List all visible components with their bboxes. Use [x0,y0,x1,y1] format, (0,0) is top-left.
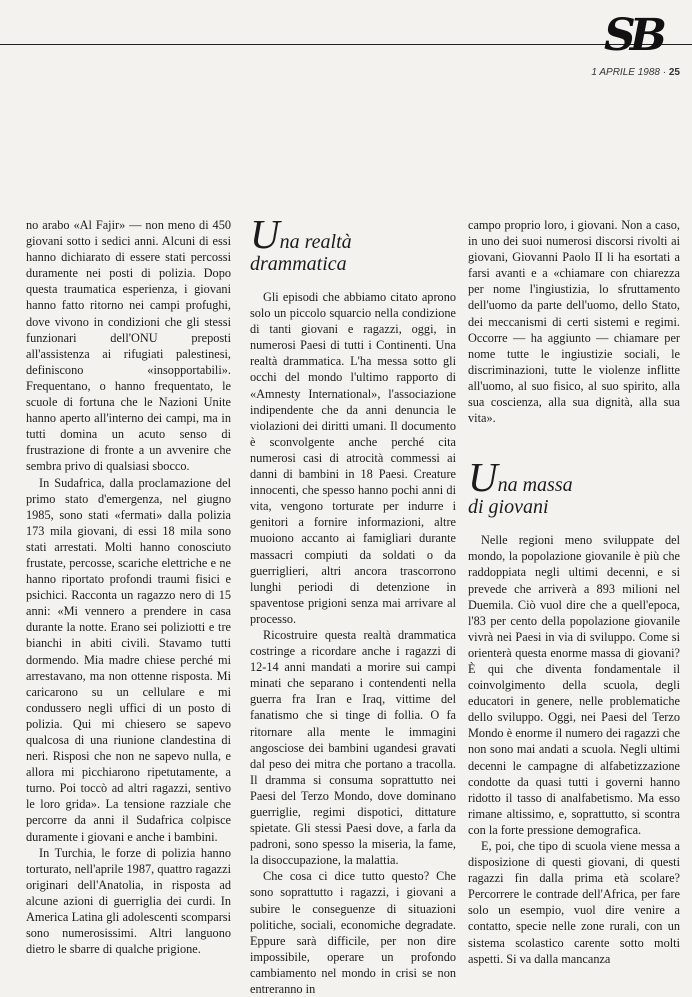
article-column-3 [468,217,680,982]
paragraph: In Turchia, le forze di polizia hanno torturato, nell'aprile 1987, quattro ragazzi originari dell'Anatolia, in risposta ad alcune azioni di guerriglia dei curdi. In America Latina gli adolescenti scomparsi sono numerosissimi. Altri languono dietro le sbarre di qualche prigione. [26,845,231,957]
paragraph: campo proprio loro, i giovani. Non a caso, in uno dei suoi numerosi discorsi rivolti ai giovani, Giovanni Paolo II li ha esortati a farsi avanti e a «chiamare con chiarezza per nome l'ingiustizia, lo sfruttamento dell'uomo da parte dell'uomo, dello Stato, dei meccanismi di certi sistemi e regimi. Occorre — ha aggiunto — chiamare per nome tutte le ingiustizie sociali, le discriminazioni, tutte le violenze inflitte all'uomo, al suo fisico, al suo spirito, alla sua coscienza, alla sua dignità, alla sua vita». [468,218,680,426]
paragraph: Che cosa ci dice tutto questo? Che sono soprattutto i ragazzi, i giovani a subire le conseguenze di situazioni politiche, sociali, economiche degradate. Eppure sarà difficile, per non dire impossibile, operare un profondo cambiamento nel mondo in crisi se non entreranno in [250,869,456,997]
issue-date: 1 APRILE 1988 [591,67,660,78]
logo-text: SB [604,10,661,61]
heading-line-2: drammatica [250,253,347,275]
folio-separator: · [662,67,667,78]
section-heading [468,454,680,519]
header-rule [0,44,692,45]
paragraph: E, poi, che tipo di scuola viene messa a disposizione di questi giovani, di questi ragazzi fin dalla prima età scolare? Percorrere le contrade dell'Africa, per fare solo un esempio, vuol dire venire a contatto, specie nelle zone rurali, con un sistema scolastico carente sotto molti aspetti. Si va dalla mancanza [468,839,680,966]
paragraph: no arabo «Al Fajir» — non meno di 450 giovani sotto i sedici anni. Alcuni di essi hanno dichiarato di essere stati percossi duramente nei posti di polizia. Dopo questa traumatica esperienza, i giovani hanno fatto ritorno nei campi profughi, dove vivono in condizioni che gli stessi funzionari dell'ONU preposti all'assistenza ai rifugiati palestinesi, definiscono «insopportabili». Frequentano, o hanno frequentato, le scuole di fortuna che le Nazioni Unite hanno aperto all'interno dei campi, ma in tutti domina un acuto senso di frustrazione di fronte a un avvenire che sembra privo di qualsiasi sbocco. [26,218,231,474]
heading-line-2: di giovani [468,496,549,519]
page-folio [591,67,680,78]
paragraph: Ricostruire questa realtà drammatica costringe a ricordare anche i ragazzi di 12-14 anni mandati a morire sui campi minati che separano i contendenti nella guerra fra Iran e Iraq, vittime del fanatismo che si tinge di follia. O fa ritornare alla mente le immagini angosciose dei bambini ugandesi gravati dal peso dei mitra che portano a tracolla. Il dramma si consuma soprattutto nei Paesi del Terzo Mondo, dove dominano guerriglie, regimi dispotici, dittature spietate. Gli stessi Paesi dove, a farla da padroni, sono spesso la miseria, la fame, la disoccupazione, la malattia. [250,627,456,868]
magazine-logo [604,12,684,60]
section-heading [250,211,456,275]
paragraph: Nelle regioni meno sviluppate del mondo, la popolazione giovanile è più che raddoppiata negli ultimi decenni, e si prevede che arriverà a 893 milioni nel Duemila. Ciò vuol dire che a quell'epoca, l'83 per cento della popolazione giovanile vivrà nei Paesi in via di sviluppo. Come si orienterà questa enorme massa di giovani? È qui che diventa fondamentale il coinvolgimento della scuola, degli educatori in genere, nelle problematiche dello sviluppo. Oggi, nei Paesi del Terzo Mondo è enorme il numero dei ragazzi che non sono mai andati a scuola. Negli ultimi decenni le campagne di alfabetizzazione condotte da quasi tutti i governi hanno ridotto il tasso di analfabetismo. Ma esso rimane altissimo, e, soprattutto, si scontra con la forte pressione demografica. [468,533,680,837]
heading-line-1: na massa [497,474,573,497]
article-column-1 [26,217,231,982]
heading-line-1: na realtà [279,231,352,253]
heading-initial: U [250,211,280,257]
page-number: 25 [668,67,680,78]
paragraph: Gli episodi che abbiamo citato aprono solo un piccolo squarcio nella condizione di tanti giovani e ragazzi, oggi, in numerosi Paesi di tutti i Continenti. Una realtà drammatica. L'ha messa sotto gli occhi del mondo l'ultimo rapporto di «Amnesty International», l'associazione indipendente che da anni denuncia le violazioni dei diritti umani. Il documento è sconvolgente anche perché cita numerosi casi di atrocità commessi ai danni di bambini in 18 Paesi. Creature innocenti, che spesso hanno pochi anni di vita, vengono torturate per indurre i genitori a fornire informazioni, altre muoiono accanto ai famigliari durante massacri compiuti da soldati o da guerriglieri, altri ancora trascorrono lunghi periodi di detenzione in spaventose prigioni senza mai arrivare al processo. [250,290,456,626]
paragraph: In Sudafrica, dalla proclamazione del primo stato d'emergenza, nel giugno 1985, sono stati «fermati» dalla polizia 173 mila giovani, di essi 18 mila sono stati arrestati. Molti hanno conosciuto frustate, percosse, scariche elettriche e ne hanno riportato profondi traumi fisici e psichici. Racconta un ragazzo nero di 15 anni: «Mi vennero a prendere in casa durante la notte. Erano sei poliziotti e tre bianchi in abiti civili. Stavamo tutti dormendo. Mia madre chiese perché mi arrestavano, ma non ottenne risposta. Mi caricarono su un cellulare e mi condussero negli uffici di un posto di polizia. Qui mi chiesero se sapevo qualcosa di una riunione clandestina di neri. Risposi che non ne sapevo nulla, e allora mi picchiarono ripetutamente, a turno. Poi toccò ad altri ragazzi, sentivo le loro grida». La tensione razziale che percorre da anni il Sudafrica colpisce duramente i giovani e anche i bambini. [26,475,231,844]
article-column-2 [250,211,456,997]
heading-initial: U [468,454,498,501]
